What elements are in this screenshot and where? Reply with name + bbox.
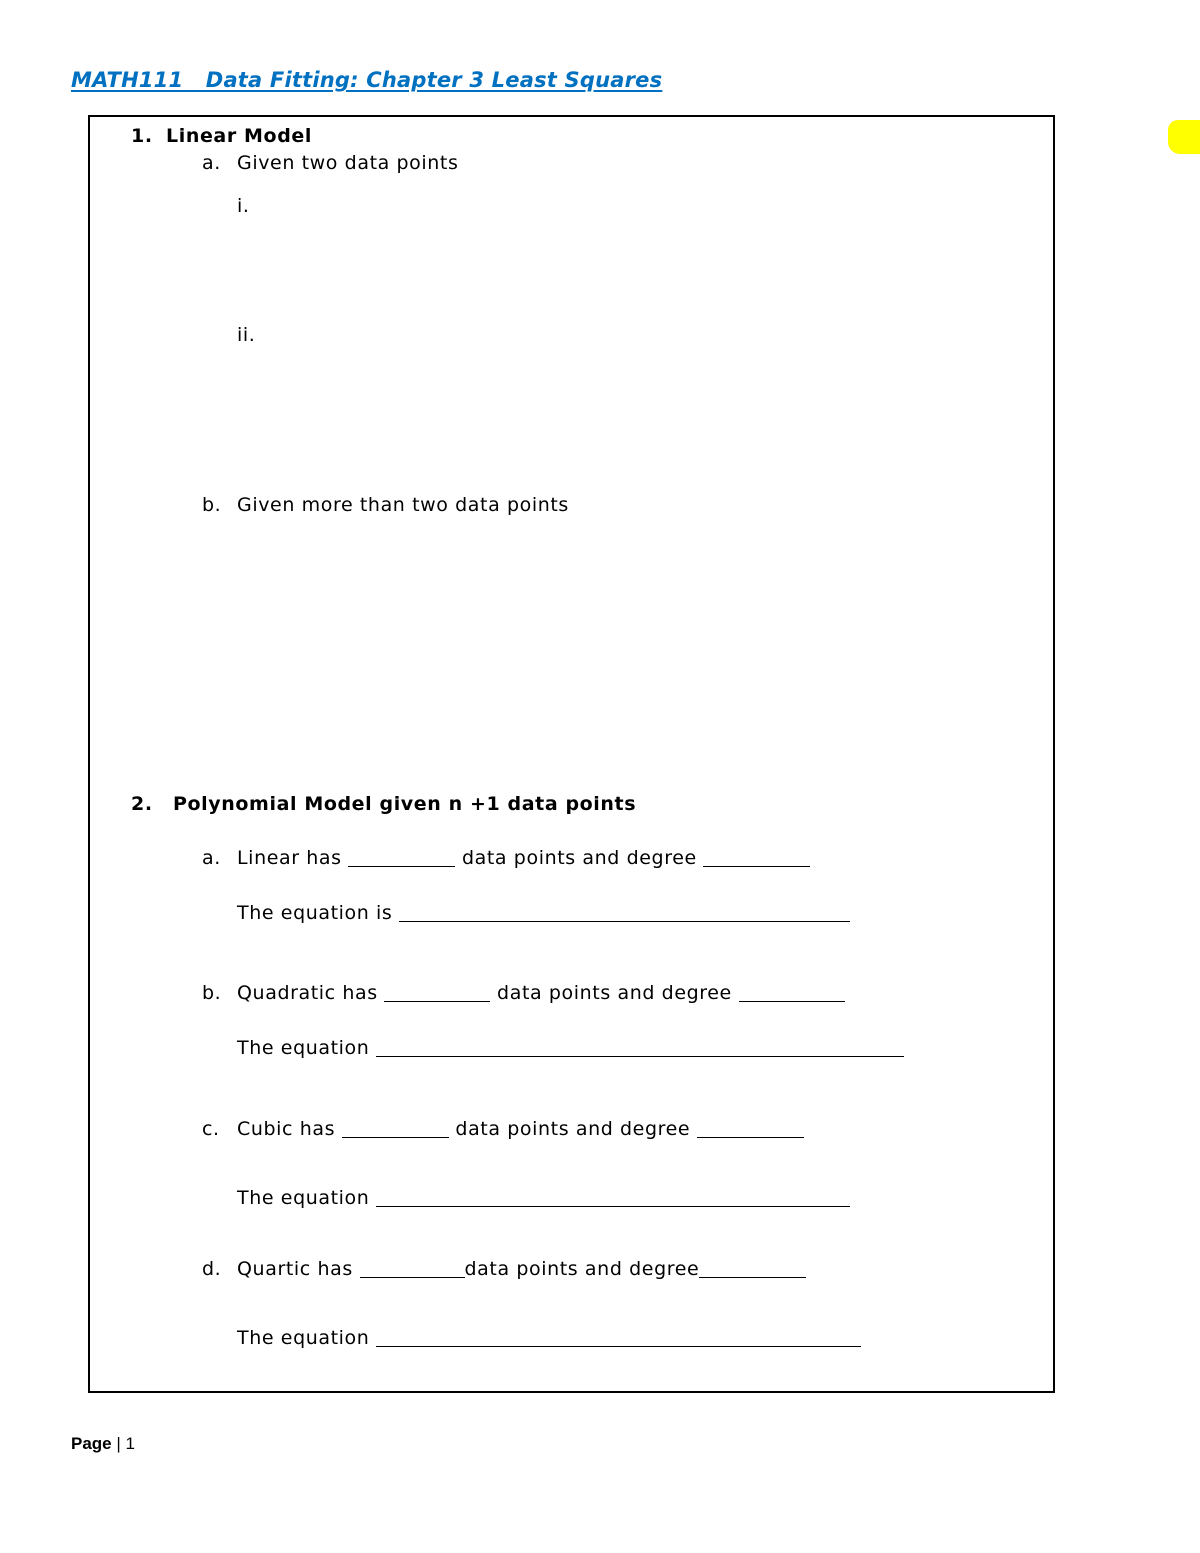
item-2c-marker: c. [202, 1118, 220, 1140]
item-2a-mid: data points and degree [461, 847, 697, 869]
item-2c-degree-blank[interactable] [697, 1136, 804, 1138]
footer-page-label: Page [71, 1434, 112, 1453]
item-2b-eq-line [237, 1037, 904, 1059]
item-2b-points-blank[interactable] [384, 1000, 490, 1002]
item-2b-marker: b. [202, 982, 222, 1004]
section-1-number: 1. [131, 125, 153, 147]
section-1-heading: Linear Model [166, 125, 312, 147]
item-1b-text: Given more than two data points [237, 494, 569, 516]
item-2c-mid: data points and degree [455, 1118, 691, 1140]
item-2a-points-blank[interactable] [348, 865, 455, 867]
item-2a-eq-label: The equation is [237, 902, 393, 924]
item-2b-line [237, 982, 845, 1004]
item-2d-marker: d. [202, 1258, 222, 1280]
section-2-number: 2. [131, 793, 153, 815]
item-2d-points-blank[interactable] [360, 1276, 465, 1278]
item-2c-eq-label: The equation [237, 1187, 370, 1209]
document-title: MATH111 Data Fitting: Chapter 3 Least Squares [71, 68, 663, 92]
highlight-mark [1168, 120, 1200, 154]
item-1a-ii-marker: ii. [237, 324, 256, 346]
page-footer [71, 1434, 135, 1454]
item-2b-equation-blank[interactable] [376, 1055, 904, 1057]
item-2c-line [237, 1118, 804, 1140]
item-2b-name: Quadratic has [237, 982, 378, 1004]
item-2d-eq-label: The equation [237, 1327, 370, 1349]
item-2c-name: Cubic has [237, 1118, 336, 1140]
item-2a-name: Linear has [237, 847, 342, 869]
item-2b-eq-label: The equation [237, 1037, 370, 1059]
item-2a-eq-line [237, 902, 850, 924]
item-2d-equation-blank[interactable] [376, 1345, 861, 1347]
section-2-heading: Polynomial Model given n +1 data points [173, 793, 637, 815]
item-2b-mid: data points and degree [497, 982, 732, 1004]
item-2b-degree-blank[interactable] [739, 1000, 845, 1002]
item-2c-eq-line [237, 1187, 850, 1209]
item-2d-eq-line [237, 1327, 861, 1349]
item-2c-equation-blank[interactable] [376, 1205, 850, 1207]
item-1a-i-marker: i. [237, 195, 250, 217]
footer-page-number: 1 [125, 1434, 135, 1453]
item-2d-mid: data points and degree [464, 1258, 700, 1280]
item-1a-text: Given two data points [237, 152, 459, 174]
item-2a-equation-blank[interactable] [399, 920, 850, 922]
item-2a-line [237, 847, 810, 869]
item-2c-points-blank[interactable] [342, 1136, 449, 1138]
item-2a-degree-blank[interactable] [703, 865, 810, 867]
item-2d-degree-blank[interactable] [699, 1276, 806, 1278]
item-2d-line [237, 1258, 806, 1280]
footer-separator: | [116, 1434, 121, 1453]
item-1b-marker: b. [202, 494, 222, 516]
item-2d-name: Quartic has [237, 1258, 353, 1280]
item-2a-marker: a. [202, 847, 221, 869]
item-1a-marker: a. [202, 152, 221, 174]
